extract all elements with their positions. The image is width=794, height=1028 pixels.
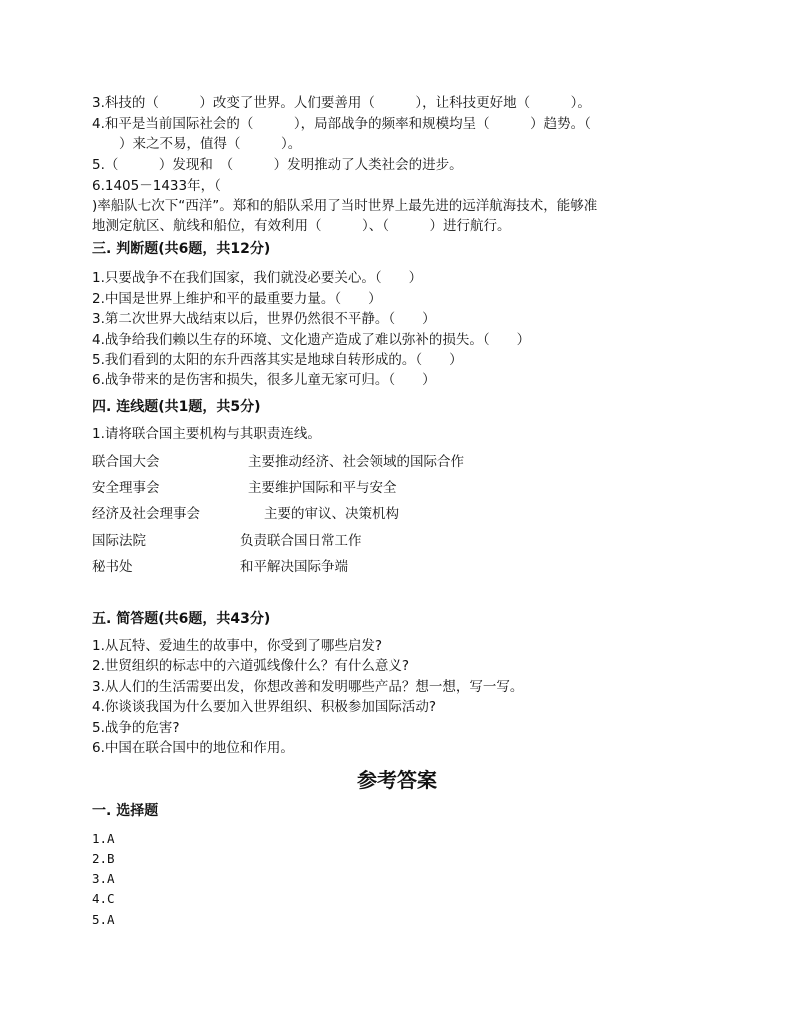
matching-prompt: 1.请将联合国主要机构与其职责连线。 xyxy=(92,426,321,442)
answer-key-title: 参考答案 xyxy=(357,768,437,792)
short-answer-item-4: 4.你谈谈我国为什么要加入世界组织、积极参加国际活动? xyxy=(92,699,437,715)
judge-item-3: 3.第二次世界大战结束以后，世界仍然很不平静。（ ） xyxy=(92,311,436,327)
matching-right-item: 主要推动经济、社会领域的国际合作 xyxy=(248,454,464,470)
short-answer-item-1: 1.从瓦特、爱迪生的故事中，你受到了哪些启发? xyxy=(92,638,383,654)
answer-item: 5.A xyxy=(92,912,115,927)
answer-item: 4.C xyxy=(92,891,115,906)
fill-blank-item-4-cont: ）来之不易，值得（ ）。 xyxy=(92,136,302,152)
matching-left-item: 秘书处 xyxy=(92,559,133,575)
judge-item-4: 4.战争给我们赖以生存的环境、文化遗产造成了难以弥补的损失。（ ） xyxy=(92,332,531,348)
matching-left-item: 联合国大会 xyxy=(92,454,160,470)
judge-item-5: 5.我们看到的太阳的东升西落其实是地球自转形成的。（ ） xyxy=(92,352,463,368)
judge-heading: 三. 判断题(共6题，共12分) xyxy=(92,241,271,257)
answer-item: 2.B xyxy=(92,851,115,866)
answer-item: 3.A xyxy=(92,871,115,886)
answer-section-heading: 一. 选择题 xyxy=(92,803,159,819)
judge-item-2: 2.中国是世界上维护和平的最重要力量。（ ） xyxy=(92,291,382,307)
judge-item-6: 6.战争带来的是伤害和损失，很多儿童无家可归。（ ） xyxy=(92,372,436,388)
matching-right-item: 主要的审议、决策机构 xyxy=(264,506,399,522)
short-answer-item-5: 5.战争的危害? xyxy=(92,720,180,736)
fill-blank-item-4: 4.和平是当前国际社会的（ ），局部战争的频率和规模均呈（ ）趋势。（ xyxy=(92,116,591,132)
fill-blank-item-6: 6.1405－1433年，（ xyxy=(92,178,221,194)
matching-right-item: 主要维护国际和平与安全 xyxy=(248,480,397,496)
matching-left-item: 安全理事会 xyxy=(92,480,160,496)
matching-right-item: 和平解决国际争端 xyxy=(240,559,348,575)
matching-right-item: 负责联合国日常工作 xyxy=(240,533,362,549)
short-answer-heading: 五. 简答题(共6题，共43分) xyxy=(92,611,271,627)
judge-item-1: 1.只要战争不在我们国家，我们就没必要关心。（ ） xyxy=(92,270,423,286)
matching-left-item: 国际法院 xyxy=(92,533,146,549)
short-answer-item-3: 3.从人们的生活需要出发，你想改善和发明哪些产品？想一想，写一写。 xyxy=(92,679,524,695)
matching-left-item: 经济及社会理事会 xyxy=(92,506,200,522)
fill-blank-item-3: 3.科技的（ ）改变了世界。人们要善用（ ），让科技更好地（ ）。 xyxy=(92,95,591,111)
short-answer-item-2: 2.世贸组织的标志中的六道弧线像什么？有什么意义? xyxy=(92,658,410,674)
fill-blank-item-5: 5.（ ）发现和 （ ）发明推动了人类社会的进步。 xyxy=(92,157,463,173)
fill-blank-item-6-cont2: 地测定航区、航线和船位，有效利用（ ）、（ ）进行航行。 xyxy=(92,218,511,234)
answer-item: 1.A xyxy=(92,831,115,846)
short-answer-item-6: 6.中国在联合国中的地位和作用。 xyxy=(92,740,294,756)
fill-blank-item-6-cont: )率船队七次下“西洋”。郑和的船队采用了当时世界上最先进的远洋航海技术，能够准 xyxy=(92,198,598,214)
matching-heading: 四. 连线题(共1题，共5分) xyxy=(92,399,261,415)
